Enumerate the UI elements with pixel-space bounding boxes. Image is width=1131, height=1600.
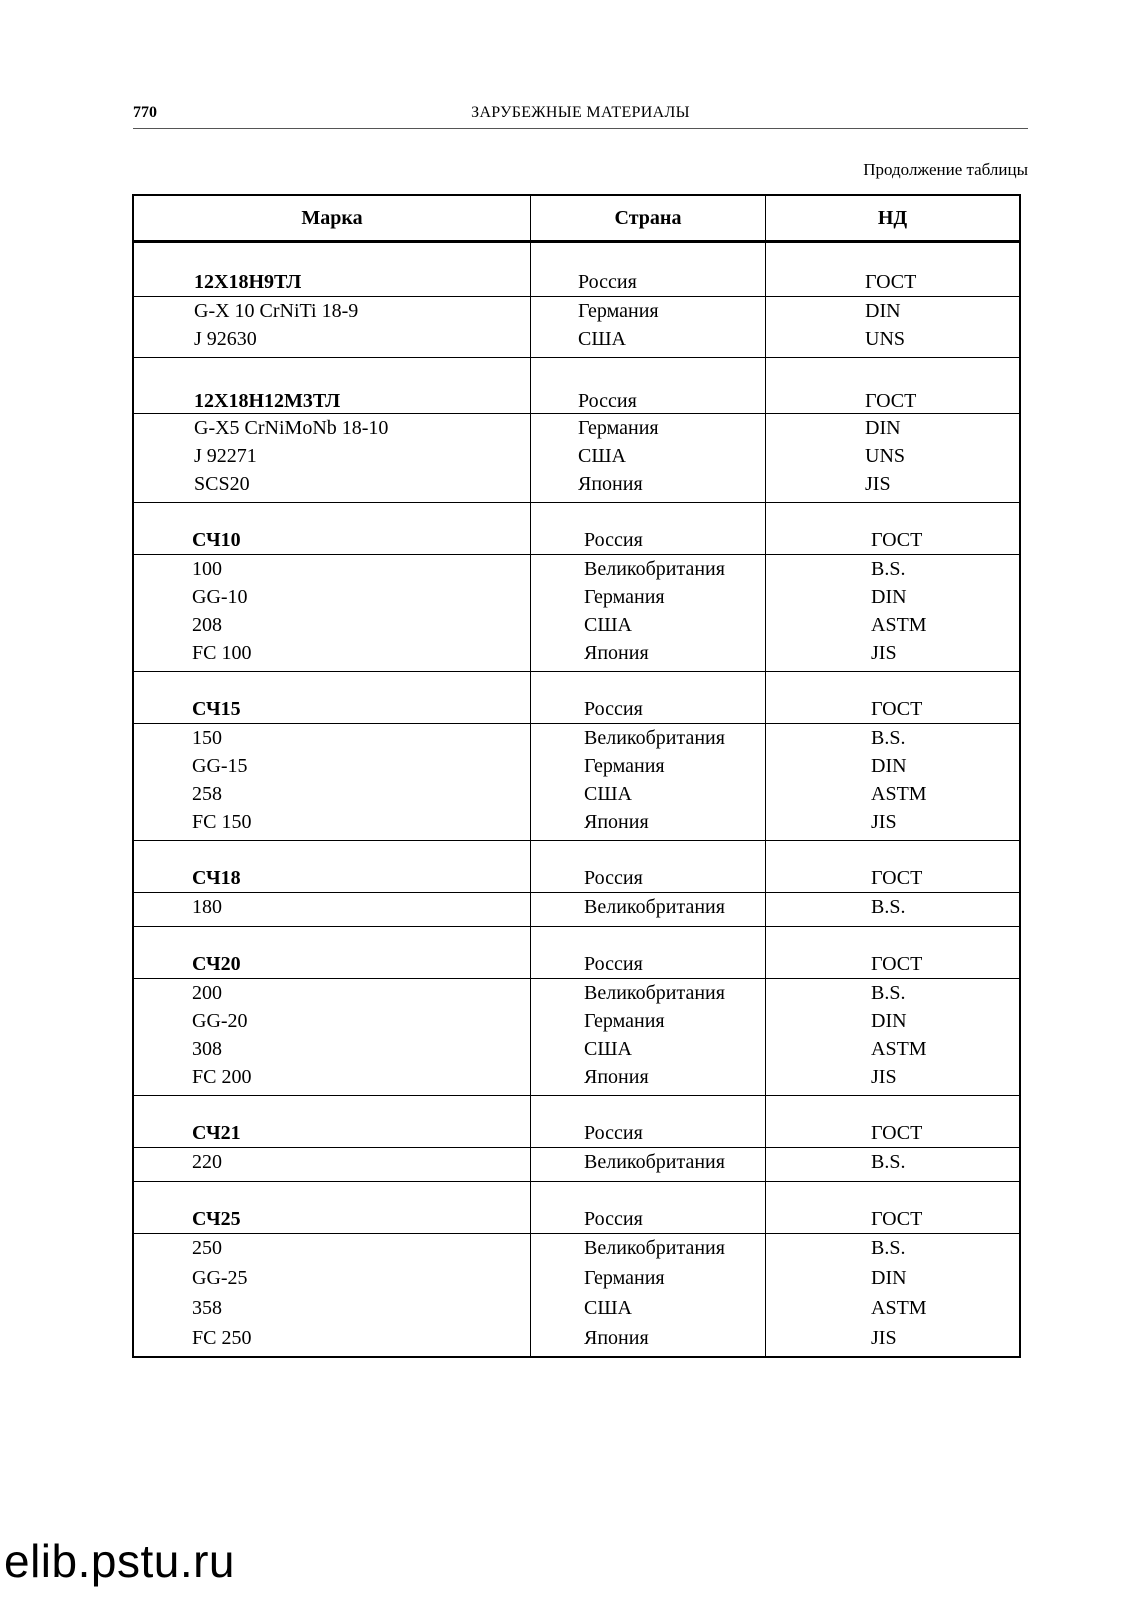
cell-text-grade: 200 (192, 982, 222, 1004)
cell-text-standard: ГОСТ (871, 867, 923, 889)
table-row-secondary (134, 555, 1019, 671)
cell-country (531, 672, 766, 724)
table-row-secondary (134, 1234, 1019, 1356)
cell-grade (134, 1096, 531, 1148)
table-group (134, 358, 1019, 503)
cell-text-standard: ГОСТ (871, 1208, 923, 1230)
cell-text-grade: FC 150 (192, 811, 252, 833)
cell-text-grade: 12Х18Н12М3ТЛ (194, 390, 341, 412)
cell-country (531, 841, 766, 893)
cell-text-standard: JIS (865, 473, 891, 495)
cell-text-country: Россия (578, 271, 637, 293)
cell-text-country: Япония (584, 1066, 649, 1088)
cell-text-standard: JIS (871, 1327, 897, 1349)
cell-text-grade: GG-25 (192, 1267, 248, 1289)
cell-text-grade: СЧ18 (192, 867, 241, 889)
cell-text-country: Германия (584, 586, 665, 608)
cell-grade (134, 503, 531, 555)
cell-text-grade: 12Х18Н9ТЛ (194, 271, 302, 293)
running-title: ЗАРУБЕЖНЫЕ МАТЕРИАЛЫ (471, 104, 690, 121)
cell-text-country: Россия (584, 1122, 643, 1144)
cell-text-standard: B.S. (871, 1237, 906, 1259)
cell-text-country: Япония (584, 642, 649, 664)
cell-country (531, 503, 766, 555)
cell-standard (766, 297, 1019, 357)
cell-text-grade: 250 (192, 1237, 222, 1259)
table-row-secondary (134, 979, 1019, 1095)
cell-text-standard: ГОСТ (871, 529, 923, 551)
cell-country (531, 893, 766, 926)
cell-text-country: Япония (584, 811, 649, 833)
table-row-primary (134, 503, 1019, 555)
cell-text-grade: 208 (192, 614, 222, 636)
table-row-primary (134, 841, 1019, 893)
cell-text-country: Россия (584, 953, 643, 975)
watermark: elib.pstu.ru (4, 1535, 236, 1587)
cell-country (531, 979, 766, 1095)
cell-text-grade: J 92271 (194, 445, 257, 467)
cell-text-standard: B.S. (871, 896, 906, 918)
cell-grade (134, 1234, 531, 1356)
cell-standard (766, 724, 1019, 840)
cell-standard (766, 1096, 1019, 1148)
cell-country (531, 414, 766, 502)
column-header-standard: НД (877, 206, 908, 229)
cell-standard (766, 979, 1019, 1095)
cell-text-country: Россия (584, 698, 643, 720)
cell-text-country: Германия (584, 1267, 665, 1289)
cell-text-grade: GG-20 (192, 1010, 248, 1032)
table-group (134, 503, 1019, 672)
cell-text-standard: DIN (871, 1267, 907, 1289)
table-row-secondary (134, 297, 1019, 357)
table-row-primary (134, 358, 1019, 414)
table-row-secondary (134, 893, 1019, 926)
table-continuation-note: Продолжение таблицы (863, 160, 1028, 179)
cell-grade (134, 1148, 531, 1181)
cell-text-country: США (584, 783, 632, 805)
table-group (134, 841, 1019, 927)
cell-grade (134, 841, 531, 893)
cell-country (531, 1096, 766, 1148)
cell-text-standard: JIS (871, 1066, 897, 1088)
cell-text-grade: FC 200 (192, 1066, 252, 1088)
cell-grade (134, 1182, 531, 1234)
cell-text-standard: UNS (865, 328, 906, 350)
cell-text-grade: 180 (192, 896, 222, 918)
cell-text-standard: ASTM (871, 614, 927, 636)
cell-text-country: США (578, 328, 626, 350)
cell-standard (766, 1148, 1019, 1181)
cell-grade (134, 358, 531, 414)
cell-text-country: Япония (584, 1327, 649, 1349)
cell-standard (766, 841, 1019, 893)
cell-country (531, 358, 766, 414)
cell-grade (134, 297, 531, 357)
table-row-primary (134, 927, 1019, 979)
cell-text-country: Германия (584, 1010, 665, 1032)
cell-text-grade: J 92630 (194, 328, 257, 350)
cell-standard (766, 1182, 1019, 1234)
cell-text-standard: B.S. (871, 558, 906, 580)
table-row-primary (134, 1096, 1019, 1148)
cell-country (531, 1148, 766, 1181)
cell-standard (766, 503, 1019, 555)
cell-text-country: США (578, 445, 626, 467)
cell-grade (134, 724, 531, 840)
cell-text-grade: 308 (192, 1038, 222, 1060)
cell-text-grade: G-X 10 CrNiTi 18-9 (194, 300, 359, 322)
cell-text-standard: ASTM (871, 783, 927, 805)
cell-text-country: Германия (578, 417, 659, 439)
cell-text-standard: ASTM (871, 1038, 927, 1060)
cell-text-grade: FC 100 (192, 642, 252, 664)
table-row-primary (134, 243, 1019, 297)
cell-text-grade: СЧ10 (192, 529, 241, 551)
page-number: 770 (133, 104, 157, 121)
cell-text-grade: SCS20 (194, 473, 250, 495)
cell-text-standard: JIS (871, 811, 897, 833)
cell-text-country: Великобритания (584, 896, 725, 918)
table-body (134, 243, 1019, 1356)
cell-text-country: США (584, 1297, 632, 1319)
cell-text-standard: B.S. (871, 727, 906, 749)
column-header-grade: Марка (134, 196, 531, 240)
cell-text-country: Великобритания (584, 1151, 725, 1173)
cell-standard (766, 1234, 1019, 1356)
table-group (134, 927, 1019, 1096)
cell-text-grade: FC 250 (192, 1327, 252, 1349)
cell-text-country: Великобритания (584, 982, 725, 1004)
cell-standard (766, 672, 1019, 724)
cell-text-country: США (584, 614, 632, 636)
cell-text-grade: СЧ15 (192, 698, 241, 720)
cell-grade (134, 243, 531, 297)
cell-grade (134, 979, 531, 1095)
table-row-primary (134, 672, 1019, 724)
cell-grade (134, 893, 531, 926)
cell-text-country: Япония (578, 473, 643, 495)
cell-text-standard: DIN (871, 1010, 907, 1032)
cell-text-standard: ГОСТ (871, 698, 923, 720)
column-header-country: Страна (531, 196, 766, 240)
table-group (134, 1096, 1019, 1182)
cell-country (531, 297, 766, 357)
cell-text-standard: ГОСТ (871, 1122, 923, 1144)
cell-standard (766, 893, 1019, 926)
cell-text-grade: СЧ25 (192, 1208, 241, 1230)
cell-text-standard: DIN (865, 300, 901, 322)
cell-text-country: Россия (584, 1208, 643, 1230)
cell-text-standard: ГОСТ (871, 953, 923, 975)
cell-text-standard: ГОСТ (865, 390, 917, 412)
cell-text-country: Россия (584, 867, 643, 889)
cell-text-grade: 258 (192, 783, 222, 805)
materials-table (132, 194, 1021, 1358)
cell-text-standard: ASTM (871, 1297, 927, 1319)
cell-text-grade: G-X5 CrNiMoNb 18-10 (194, 417, 389, 439)
table-row-secondary (134, 724, 1019, 840)
cell-text-grade: СЧ21 (192, 1122, 241, 1144)
cell-country (531, 927, 766, 979)
cell-text-standard: DIN (871, 586, 907, 608)
cell-country (531, 555, 766, 671)
cell-text-country: Германия (584, 755, 665, 777)
cell-text-standard: B.S. (871, 1151, 906, 1173)
cell-text-grade: GG-10 (192, 586, 248, 608)
cell-text-standard: UNS (865, 445, 906, 467)
page-header (133, 104, 1028, 129)
cell-text-grade: 220 (192, 1151, 222, 1173)
cell-text-grade: GG-15 (192, 755, 248, 777)
cell-text-grade: СЧ20 (192, 953, 241, 975)
cell-grade (134, 555, 531, 671)
cell-country (531, 724, 766, 840)
cell-grade (134, 414, 531, 502)
cell-text-country: Великобритания (584, 727, 725, 749)
table-header-row (134, 196, 1019, 243)
cell-country (531, 1182, 766, 1234)
cell-text-standard: B.S. (871, 982, 906, 1004)
table-group (134, 1182, 1019, 1356)
cell-text-country: Россия (578, 390, 637, 412)
cell-text-standard: JIS (871, 642, 897, 664)
cell-text-standard: DIN (865, 417, 901, 439)
cell-standard (766, 358, 1019, 414)
cell-text-country: Великобритания (584, 1237, 725, 1259)
cell-text-country: Великобритания (584, 558, 725, 580)
cell-text-grade: 358 (192, 1297, 222, 1319)
cell-standard (766, 555, 1019, 671)
cell-grade (134, 927, 531, 979)
cell-text-country: Германия (578, 300, 659, 322)
cell-country (531, 1234, 766, 1356)
cell-text-grade: 150 (192, 727, 222, 749)
table-row-secondary (134, 414, 1019, 502)
table-group (134, 243, 1019, 358)
table-row-secondary (134, 1148, 1019, 1181)
cell-country (531, 243, 766, 297)
cell-text-standard: ГОСТ (865, 271, 917, 293)
table-row-primary (134, 1182, 1019, 1234)
cell-standard (766, 243, 1019, 297)
cell-text-standard: DIN (871, 755, 907, 777)
cell-text-country: Россия (584, 529, 643, 551)
cell-standard (766, 414, 1019, 502)
cell-grade (134, 672, 531, 724)
cell-standard (766, 927, 1019, 979)
table-group (134, 672, 1019, 841)
cell-text-country: США (584, 1038, 632, 1060)
cell-text-grade: 100 (192, 558, 222, 580)
